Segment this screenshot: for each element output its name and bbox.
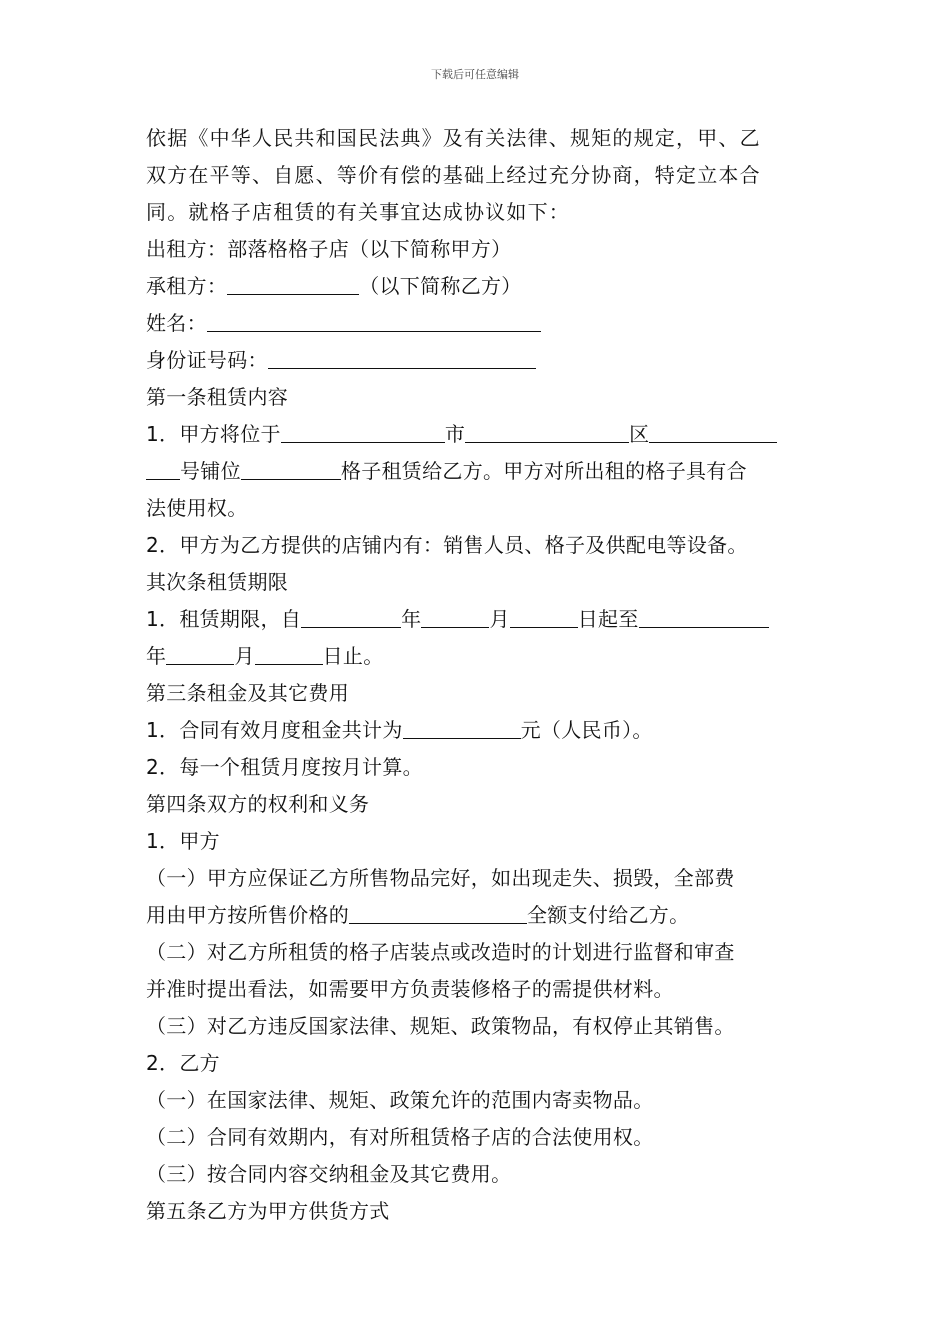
- text-segment: 区: [629, 422, 650, 446]
- district-blank[interactable]: [465, 422, 629, 443]
- name-blank[interactable]: [207, 311, 541, 332]
- intro-line-3: 同。就格子店租赁的有关事宜达成协议如下：: [146, 200, 570, 224]
- lessor-line: 出租方：部落格格子店（以下简称甲方）: [146, 237, 512, 261]
- article-1-item-2: 2．甲方为乙方提供的店铺内有：销售人员、格子及供配电等设备。: [146, 533, 748, 557]
- rent-blank[interactable]: [403, 718, 521, 739]
- end-year-blank[interactable]: [639, 607, 769, 628]
- lessee-label: 承租方：: [146, 274, 228, 298]
- article-3-item-1: [146, 712, 808, 749]
- start-month-blank[interactable]: [421, 607, 489, 628]
- id-label: 身份证号码：: [146, 348, 268, 372]
- article-4-a-1: （一）甲方应保证乙方所售物品完好，如出现走失、损毁，全部费: [146, 866, 735, 890]
- start-day-blank[interactable]: [510, 607, 578, 628]
- intro-line-2: 双方在平等、自愿、等价有偿的基础上经过充分协商，特定立本合: [146, 163, 761, 187]
- contract-body: [146, 120, 808, 1230]
- text-segment: 1．甲方将位于: [146, 422, 281, 446]
- price-percent-blank[interactable]: [349, 903, 527, 924]
- article-4-a-2-cont: 并准时提出看法，如需要甲方负责装修格子的需提供材料。: [146, 977, 674, 1001]
- text-segment: 月: [234, 644, 255, 668]
- end-day-blank[interactable]: [255, 644, 323, 665]
- end-month-blank[interactable]: [166, 644, 234, 665]
- page-header: 下载后可任意编辑: [431, 68, 519, 81]
- id-line: [146, 342, 808, 379]
- article-4-party-b: 2．乙方: [146, 1051, 220, 1075]
- text-segment: 日起至: [577, 607, 639, 631]
- address-blank[interactable]: [649, 422, 777, 443]
- stall-blank[interactable]: [241, 459, 341, 480]
- article-5-title: 第五条乙方为甲方供货方式: [146, 1199, 390, 1223]
- intro-line-1: 依据《中华人民共和国民法典》及有关法律、规矩的规定，甲、乙: [146, 126, 761, 150]
- text-segment: 号铺位: [180, 459, 241, 483]
- article-4-b-2: （二）合同有效期内，有对所租赁格子店的合法使用权。: [146, 1125, 654, 1149]
- city-blank[interactable]: [281, 422, 445, 443]
- text-segment: 年: [146, 644, 167, 668]
- article-1-title: 第一条租赁内容: [146, 385, 289, 409]
- article-1-item-1-end: 法使用权。: [146, 496, 248, 520]
- article-2-item-1: [146, 601, 808, 638]
- article-4-title: 第四条双方的权利和义务: [146, 792, 370, 816]
- article-3-title: 第三条租金及其它费用: [146, 681, 349, 705]
- article-3-item-2: 2．每一个租赁月度按月计算。: [146, 755, 423, 779]
- text-segment: 市: [444, 422, 466, 446]
- lessee-suffix: （以下简称乙方）: [359, 274, 522, 298]
- lessee-blank[interactable]: [227, 274, 359, 295]
- start-year-blank[interactable]: [301, 607, 401, 628]
- text-segment: 全额支付给乙方。: [527, 903, 690, 927]
- lessee-line: [146, 268, 808, 305]
- article-1-item-1-cont: [146, 453, 808, 490]
- article-4-a-2: （二）对乙方所租赁的格子店装点或改造时的计划进行监督和审查: [146, 940, 735, 964]
- text-segment: 元（人民币）。: [520, 718, 653, 742]
- address-blank-cont[interactable]: [146, 459, 180, 480]
- article-4-party-a: 1．甲方: [146, 829, 220, 853]
- article-1-item-1: [146, 416, 808, 453]
- article-2-item-1-cont: [146, 638, 808, 675]
- article-4-a-1-cont: [146, 897, 808, 934]
- article-2-title: 其次条租赁期限: [146, 570, 289, 594]
- text-segment: 1．租赁期限，自: [146, 607, 302, 631]
- text-segment: 1．合同有效月度租金共计为: [146, 718, 403, 742]
- text-segment: 格子租赁给乙方。甲方对所出租的格子具有合: [340, 459, 747, 483]
- article-4-a-3: （三）对乙方违反国家法律、规矩、政策物品，有权停止其销售。: [146, 1014, 735, 1038]
- text-segment: 日止。: [322, 644, 384, 668]
- article-4-b-1: （一）在国家法律、规矩、政策允许的范围内寄卖物品。: [146, 1088, 654, 1112]
- text-segment: 用由甲方按所售价格的: [146, 903, 349, 927]
- name-line: [146, 305, 808, 342]
- id-blank[interactable]: [268, 348, 536, 369]
- text-segment: 月: [489, 607, 510, 631]
- article-4-b-3: （三）按合同内容交纳租金及其它费用。: [146, 1162, 512, 1186]
- text-segment: 年: [401, 607, 422, 631]
- name-label: 姓名：: [146, 311, 207, 335]
